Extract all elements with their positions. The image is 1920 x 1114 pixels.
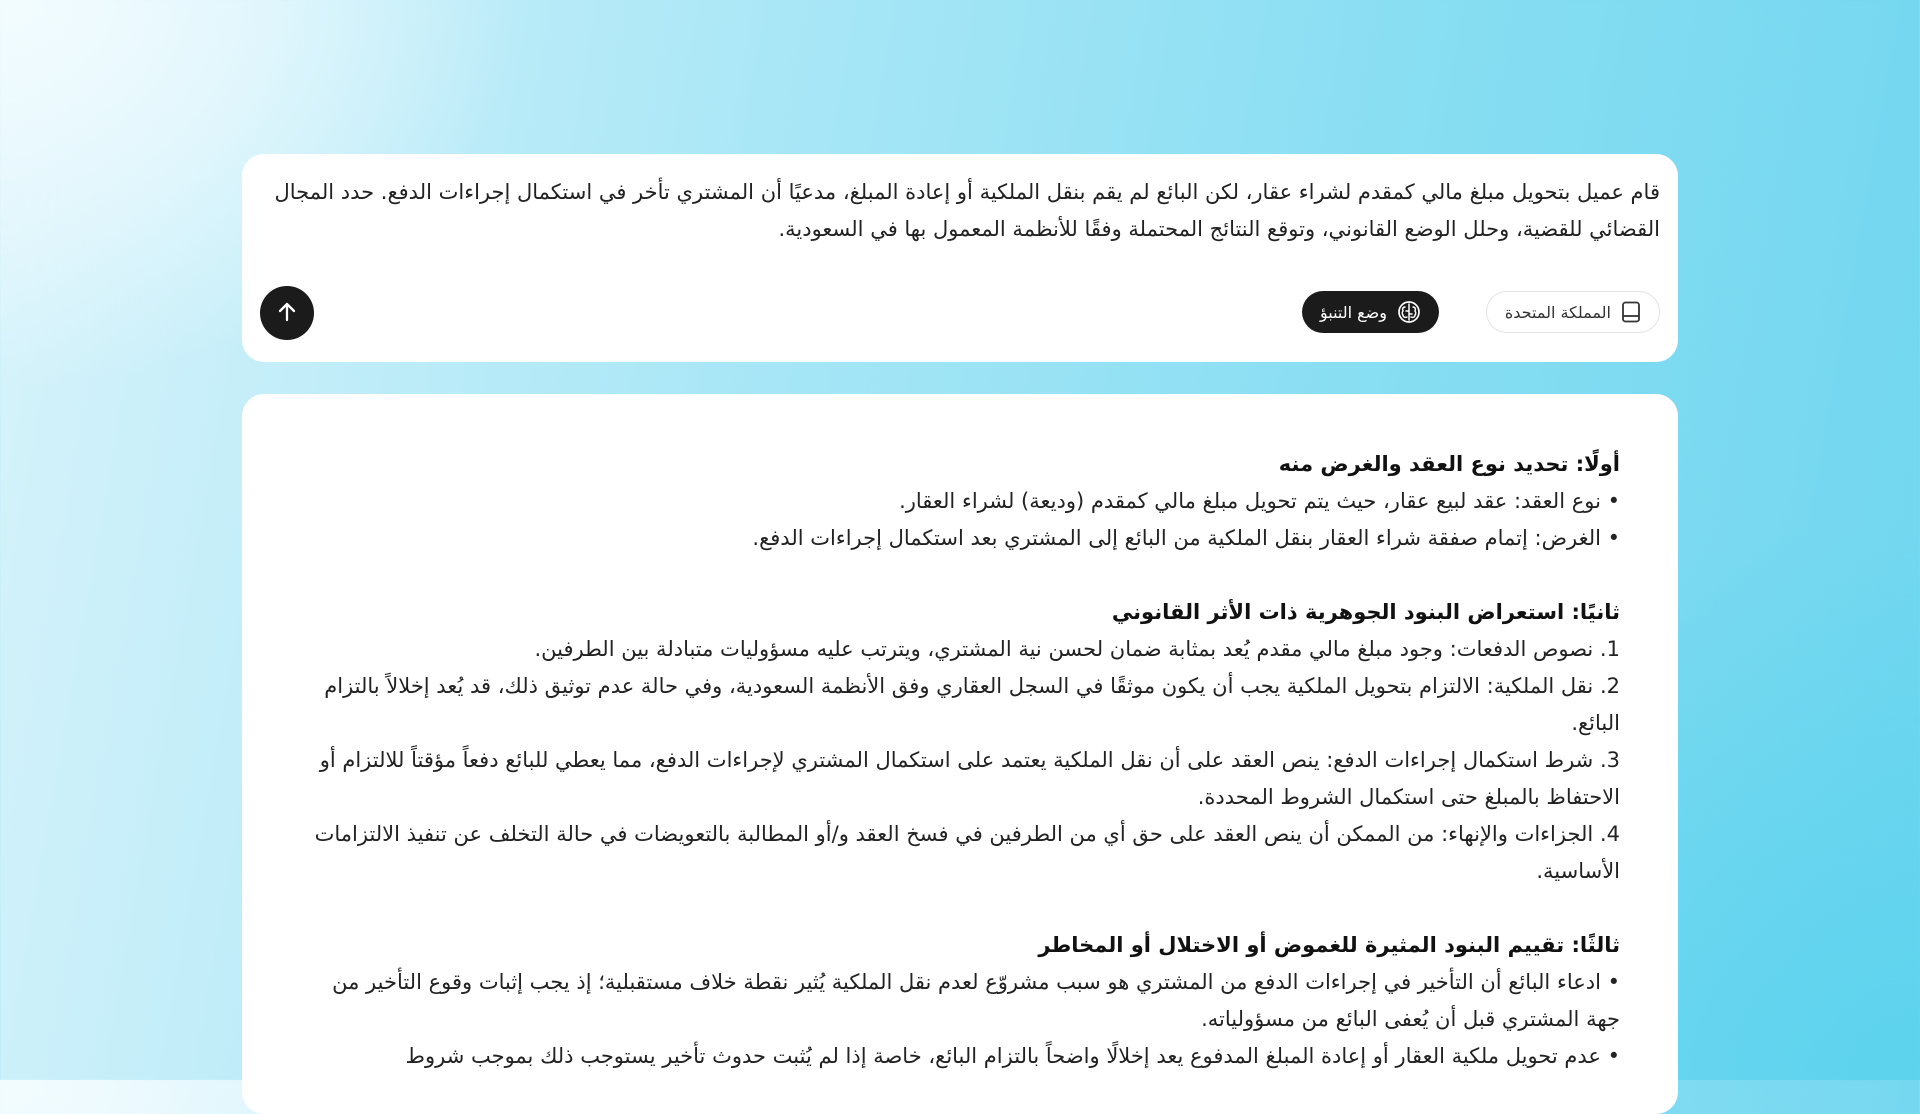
country-selector[interactable] <box>1486 291 1660 333</box>
answer-card <box>242 394 1678 1114</box>
arrow-up-icon <box>274 299 300 328</box>
prompt-text[interactable]: قام عميل بتحويل مبلغ مالي كمقدم لشراء عقار، لكن البائع لم يقم بنقل الملكية أو إعادة المبلغ، مدعيًا أن المشتري تأخر في استكمال إجراءات الدفع. حدد المجال القضائي للقضية، وحلل الوضع القانوني، وتوقع النتائج المحتملة وفقًا للأنظمة المعمول بها في السعودية. <box>274 180 1660 241</box>
mode-label: وضع التنبؤ <box>1320 302 1387 322</box>
tablet-icon <box>1621 301 1641 323</box>
prompt-card <box>242 154 1678 362</box>
section-heading: ثانيًا: استعراض البنود الجوهرية ذات الأثر القانوني <box>1111 600 1620 624</box>
section-heading: أولًا: تحديد نوع العقد والغرض منه <box>1278 452 1620 476</box>
list-item: • ادعاء البائع أن التأخير في إجراءات الدفع من المشتري هو سبب مشروّع لعدم نقل الملكية يُثير نقطة خلاف مستقبلية؛ إذ يجب إثبات وقوع التأخير من جهة المشتري قبل أن يُعفى البائع من مسؤولياته. <box>332 970 1620 1031</box>
list-item: • عدم تحويل ملكية العقار أو إعادة المبلغ المدفوع يعد إخلالًا واضحاً بالتزام البائع، خاصة إذا لم يُثبت حدوث تأخير يستوجب ذلك بموجب شروط <box>405 1044 1620 1068</box>
list-item: • نوع العقد: عقد لبيع عقار، حيث يتم تحويل مبلغ مالي كمقدم (وديعة) لشراء العقار. <box>899 489 1620 513</box>
section-key-clauses <box>312 594 1620 890</box>
list-item: 2. نقل الملكية: الالتزام بتحويل الملكية يجب أن يكون موثقًا في السجل العقاري وفق الأنظمة السعودية، وفي حالة عدم توثيق ذلك، قد يُعد إخلالاً بالتزام البائع. <box>324 674 1620 735</box>
section-risks <box>312 927 1620 1075</box>
section-heading: ثالثًا: تقييم البنود المثيرة للغموض أو الاختلال أو المخاطر <box>1038 933 1620 957</box>
list-item: 3. شرط استكمال إجراءات الدفع: ينص العقد على أن نقل الملكية يعتمد على استكمال المشتري لإجراءات الدفع، مما يعطي للبائع دفعاً مؤقتاً للالتزام أو الاحتفاظ بالمبلغ حتى استكمال الشروط المحددة. <box>319 748 1620 809</box>
answer-body <box>312 446 1620 1112</box>
brain-icon <box>1397 300 1421 324</box>
send-button[interactable] <box>260 286 314 340</box>
country-label: المملكة المتحدة <box>1504 302 1611 322</box>
list-item: • الغرض: إتمام صفقة شراء العقار بنقل الملكية من البائع إلى المشتري بعد استكمال إجراءات الدفع. <box>752 526 1620 550</box>
list-item: 1. نصوص الدفعات: وجود مبلغ مالي مقدم يُعد بمثابة ضمان لحسن نية المشتري، ويترتب عليه مسؤوليات متبادلة بين الطرفين. <box>534 637 1620 661</box>
section-contract-type <box>312 446 1620 557</box>
prediction-mode-button[interactable] <box>1302 291 1439 333</box>
list-item: 4. الجزاءات والإنهاء: من الممكن أن ينص العقد على حق أي من الطرفين في فسخ العقد و/أو المطالبة بالتعويضات في حالة التخلف عن تنفيذ الالتزامات الأساسية. <box>314 822 1620 883</box>
